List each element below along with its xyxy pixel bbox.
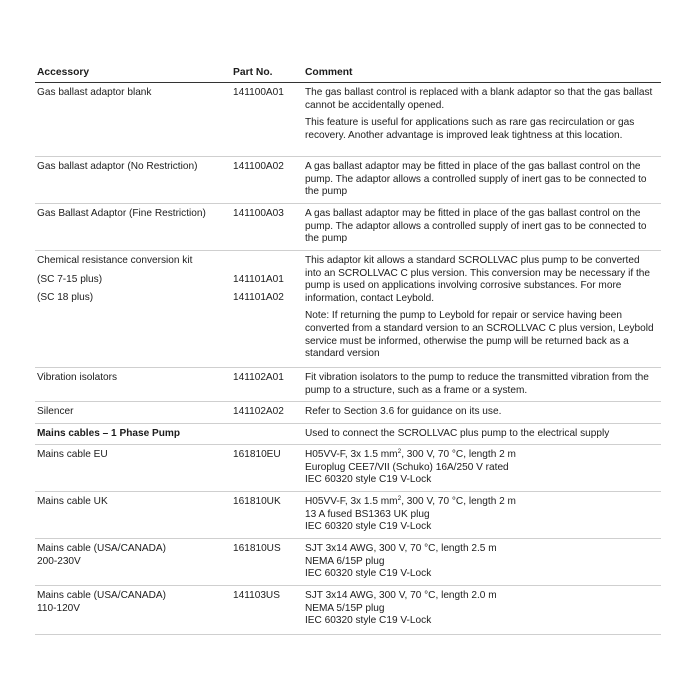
table-row: [35, 402, 661, 424]
comment-paragraph: A gas ballast adaptor may be fitted in place of the gas ballast control on the pump. The adaptor allows a controlled supply of inert gas to be connected to the pump: [305, 161, 647, 198]
accessories-table: [35, 60, 661, 635]
part-number: 161810UK: [233, 496, 281, 507]
accessory-name: Mains cable EU: [37, 449, 108, 460]
part-number: 141100A02: [233, 161, 284, 172]
accessory-line: 200-230V: [37, 555, 81, 567]
table-row: [35, 83, 661, 157]
accessory-line: 110-120V: [37, 602, 81, 614]
comment: [305, 496, 657, 534]
accessory-name: Gas Ballast Adaptor (Fine Restriction): [37, 208, 206, 219]
comment-paragraph: Note: If returning the pump to Leybold for repair or service having been converted from a standard version to an SCROLLVAC C plus version, Leybold service must be informed, otherwise the pump will be returned back as a standard version: [305, 310, 654, 360]
header-accessory: Accessory: [37, 67, 90, 78]
comment-paragraph: Used to connect the SCROLLVAC plus pump to the electrical supply: [305, 428, 610, 439]
table-row: [35, 586, 661, 635]
part-number: 141100A01: [233, 87, 284, 98]
table-row: [35, 492, 661, 539]
comment-line: SJT 3x14 AWG, 300 V, 70 °C, length 2.0 m: [305, 590, 497, 601]
accessory-name: [37, 543, 227, 568]
accessory-name: Mains cable UK: [37, 496, 108, 507]
sub-item-label: (SC 7-15 plus): [37, 274, 103, 285]
table-header: [35, 60, 661, 83]
comment-line: IEC 60320 style C19 V-Lock: [305, 568, 432, 580]
accessory-name: Gas ballast adaptor blank: [37, 87, 152, 98]
accessory-name: Vibration isolators: [37, 372, 118, 383]
part-number: 141101A02: [233, 292, 284, 303]
accessory-line: Mains cable (USA/CANADA): [37, 590, 167, 601]
comment-paragraph: This feature is useful for applications such as rare gas recirculation or gas recovery. Another advantage is improved leak tightness at this location.: [305, 117, 635, 141]
table-row: [35, 204, 661, 251]
table-row: [35, 157, 661, 204]
section-row: [35, 424, 661, 445]
table-row: [35, 368, 661, 402]
comment-line: IEC 60320 style C19 V-Lock: [305, 474, 432, 486]
accessory-name: Gas ballast adaptor (No Restriction): [37, 161, 198, 172]
comment-line: NEMA 6/15P plug: [305, 555, 385, 567]
header-comment: Comment: [305, 67, 353, 78]
comment-line: Europlug CEE7/VII (Schuko) 16A/250 V rated: [305, 461, 509, 473]
accessory-line: Mains cable (USA/CANADA): [37, 543, 167, 554]
section-title: Mains cables – 1 Phase Pump: [37, 428, 181, 439]
comment-line: H05VV-F, 3x 1.5 $mm^2$, 300 V, 70 °C, length 2 m: [305, 448, 516, 460]
comment: [305, 208, 657, 246]
comment: [305, 590, 657, 628]
comment-line: NEMA 5/15P plug: [305, 602, 385, 614]
accessory-name: Silencer: [37, 406, 74, 417]
table-row: [35, 445, 661, 492]
comment-paragraph: Refer to Section 3.6 for guidance on its use.: [305, 406, 502, 417]
part-number: 141100A03: [233, 208, 284, 219]
part-number: 141102A01: [233, 372, 284, 383]
comment-line: IEC 60320 style C19 V-Lock: [305, 615, 432, 627]
comment-paragraph: Fit vibration isolators to the pump to reduce the transmitted vibration from the pump to a structure, such as a frame or a system.: [305, 372, 649, 396]
sub-item-label: (SC 18 plus): [37, 292, 94, 303]
part-number: 141102A02: [233, 406, 284, 417]
comment: [305, 449, 657, 487]
comment: [305, 428, 657, 441]
comment-paragraph: The gas ballast control is replaced with a blank adaptor so that the gas ballast cannot be accidentally opened.: [305, 87, 653, 111]
comment: [305, 406, 657, 419]
table-row: [35, 539, 661, 586]
comment: [305, 87, 657, 142]
comment-line: 13 A fused BS1363 UK plug: [305, 508, 430, 520]
accessory-name: Chemical resistance conversion kit: [37, 255, 193, 266]
comment: [305, 161, 657, 199]
comment-line: SJT 3x14 AWG, 300 V, 70 °C, length 2.5 m: [305, 543, 497, 554]
comment: [305, 543, 657, 581]
header-part-no: Part No.: [233, 67, 273, 78]
comment-paragraph: This adaptor kit allows a standard SCROLLVAC plus pump to be converted into an SCROLLVAC C plus version. This conversion may be necessary if the pump is used on applications involving corrosive substances. For more information, contact Leybold.: [305, 255, 651, 304]
comment: [305, 372, 657, 397]
comment-paragraph: A gas ballast adaptor may be fitted in place of the gas ballast control on the pump. The adaptor allows a controlled supply of inert gas to be connected to the pump: [305, 208, 647, 245]
comment: [305, 255, 657, 361]
accessory-name: [37, 590, 227, 615]
part-number: 141101A01: [233, 274, 284, 285]
part-number: 161810EU: [233, 449, 281, 460]
comment-line: IEC 60320 style C19 V-Lock: [305, 521, 432, 533]
table-row: [35, 251, 661, 368]
part-number: 141103US: [233, 590, 280, 601]
comment-line: H05VV-F, 3x 1.5 $mm^2$, 300 V, 70 °C, length 2 m: [305, 495, 516, 507]
part-number: 161810US: [233, 543, 281, 554]
